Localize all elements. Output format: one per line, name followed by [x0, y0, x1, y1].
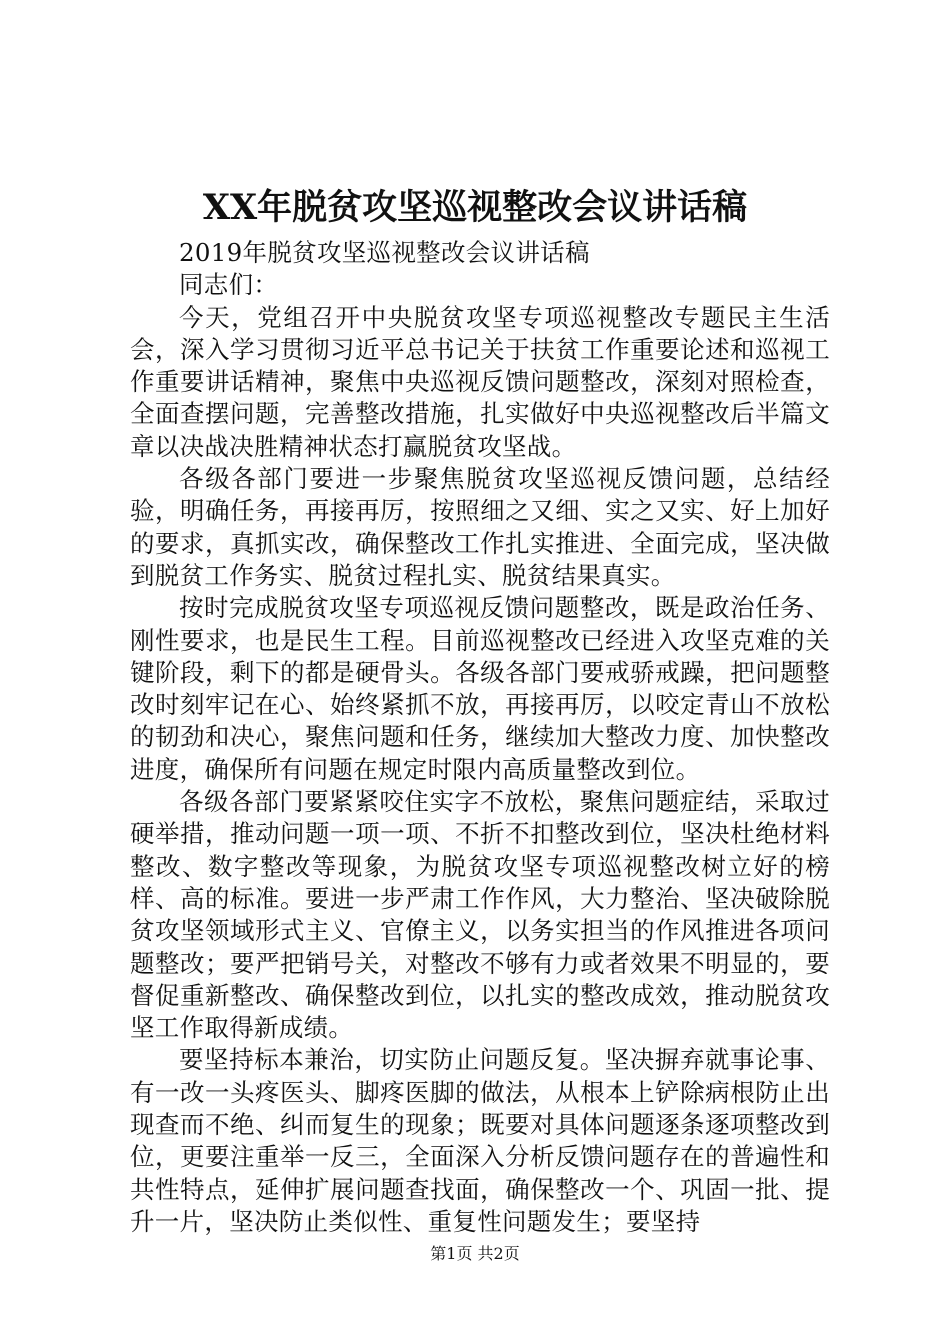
document-subtitle: 2019年脱贫攻坚巡视整改会议讲话稿 — [179, 238, 590, 267]
document-title: XX年脱贫攻坚巡视整改会议讲话稿 — [202, 187, 748, 228]
salutation: 同志们： — [179, 270, 279, 300]
paragraph: 各级各部门要进一步聚焦脱贫攻坚巡视反馈问题，总结经验，明确任务，再接再厉，按照细之又细、实之又实、好上加好的要求，真抓实改，确保整改工作扎实推进、全面完成，坚决做到脱贫工作务实、脱贫过程扎实、脱贫结果真实。 — [130, 464, 830, 590]
paragraph: 要坚持标本兼治，切实防止问题反复。坚决摒弃就事论事、有一改一头疼医头、脚疼医脚的做法，从根本上铲除病根防止出现查而不绝、纠而复生的现象；既要对具体问题逐条逐项整改到位，更要注重举一反三，全面深入分析反馈问题存在的普遍性和共性特点，延伸扩展问题查找面，确保整改一个、巩固一批、提升一片，坚决防止类似性、重复性问题发生；要坚持 — [130, 1045, 830, 1236]
paragraph: 各级各部门要紧紧咬住实字不放松，聚焦问题症结，采取过硬举措，推动问题一项一项、不折不扣整改到位，坚决杜绝材料整改、数字整改等现象，为脱贫攻坚专项巡视整改树立好的榜样、高的标准。要进一步严肃工作作风，大力整治、坚决破除脱贫攻坚领域形式主义、官僚主义，以务实担当的作风推进各项问题整改；要严把销号关，对整改不够有力或者效果不明显的，要督促重新整改、确保整改到位，以扎实的整改成效，推动脱贫攻坚工作取得新成绩。 — [130, 787, 830, 1043]
document-body — [130, 237, 830, 1238]
paragraph: 按时完成脱贫攻坚专项巡视反馈问题整改，既是政治任务、刚性要求，也是民生工程。目前巡视整改已经进入攻坚克难的关键阶段，剩下的都是硬骨头。各级各部门要戒骄戒躁，把问题整改时刻牢记在心、始终紧抓不放，再接再厉，以咬定青山不放松的韧劲和决心，聚焦问题和任务，继续加大整改力度、加快整改进度，确保所有问题在规定时限内高质量整改到位。 — [130, 593, 830, 784]
page-number-footer: 第1页 共2页 — [430, 1244, 520, 1263]
paragraph: 今天，党组召开中央脱贫攻坚专项巡视整改专题民主生活会，深入学习贯彻习近平总书记关于扶贫工作重要论述和巡视工作重要讲话精神，聚焦中央巡视反馈问题整改，深刻对照检查，全面查摆问题，完善整改措施，扎实做好中央巡视整改后半篇文章以决战决胜精神状态打赢脱贫攻坚战。 — [130, 302, 830, 461]
